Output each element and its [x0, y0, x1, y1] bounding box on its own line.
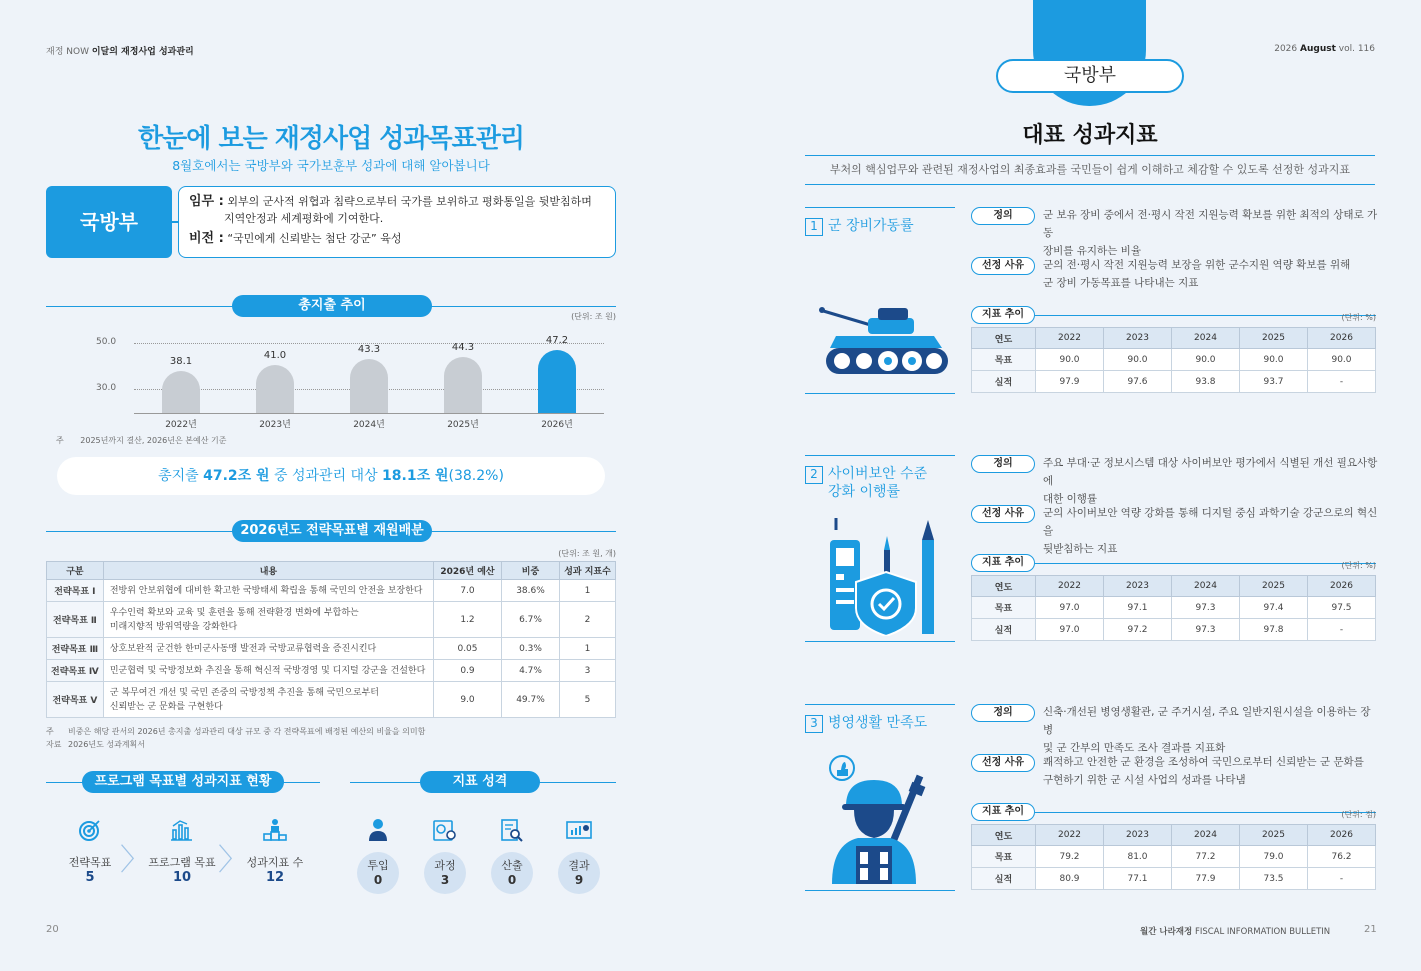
summary-mid: 중 성과관리 대상	[269, 468, 383, 484]
nature-section-title: 지표 성격	[420, 771, 540, 793]
target-value: 97.5	[1308, 597, 1376, 619]
table-row	[972, 349, 1376, 371]
reason-line2: 군 장비 가동목표를 나타내는 지표	[1043, 277, 1199, 289]
cyber-security-icon	[828, 516, 938, 640]
header-month: August	[1300, 44, 1336, 54]
bar-value-label: 44.3	[451, 342, 475, 354]
actual-value: -	[1308, 371, 1376, 393]
target-value: 81.0	[1104, 846, 1172, 868]
right-ministry-badge: 국방부	[996, 59, 1184, 93]
ytick-30: 30.0	[96, 383, 117, 393]
bar-2	[350, 359, 388, 413]
definition-text	[1043, 454, 1378, 508]
x-tick-label: 2024년	[353, 420, 385, 430]
content-line2: 신뢰받는 군 문화를 구현한다	[109, 701, 223, 712]
trend-tag: 지표 추이	[971, 554, 1035, 572]
table-header-row	[972, 328, 1376, 349]
th-year: 2025	[1240, 328, 1308, 349]
x-axis	[134, 413, 604, 414]
actual-value: -	[1308, 619, 1376, 641]
row-content	[103, 682, 433, 718]
th-year: 2024	[1172, 328, 1240, 349]
footer-bulletin: FISCAL INFORMATION BULLETIN	[1194, 927, 1331, 937]
summary-target: 18.1조 원	[382, 468, 449, 484]
actual-value: 97.2	[1104, 619, 1172, 641]
process-icon	[432, 818, 458, 842]
indicator-rule-top	[805, 207, 955, 208]
th-year: 2022	[1036, 825, 1104, 846]
program-item-indicators	[242, 818, 308, 885]
podium-icon	[262, 818, 288, 842]
row-count: 5	[560, 682, 616, 718]
th-year: 2026	[1308, 825, 1376, 846]
subtitle: 8월호에서는 국방부와 국가보훈부 성과에 대해 알아봅니다	[172, 158, 490, 173]
row-count: 2	[560, 602, 616, 638]
th-year-label: 연도	[972, 825, 1036, 846]
target-value: 79.0	[1240, 846, 1308, 868]
th-year: 2026	[1308, 576, 1376, 597]
table-header-row	[972, 825, 1376, 846]
x-tick-label: 2025년	[447, 420, 479, 430]
th-year: 2025	[1240, 576, 1308, 597]
reason-tag: 선정 사유	[971, 505, 1035, 523]
program-item-strategic	[60, 818, 120, 885]
target-label: 목표	[972, 349, 1036, 371]
tank-icon	[816, 296, 950, 384]
trend-unit: (단위: 점)	[1341, 810, 1376, 819]
item-label: 과정	[434, 859, 456, 872]
reason-text	[1043, 256, 1378, 292]
mission-vision-box	[178, 186, 616, 258]
right-title: 대표 성과지표	[1022, 123, 1158, 148]
item-value: 3	[440, 873, 450, 887]
definition-line2: 장비를 유지하는 비율	[1043, 245, 1141, 257]
nature-item-output	[491, 818, 533, 894]
note-text: 2025년까지 결산, 2026년은 본예산 기준	[80, 436, 227, 445]
header-year: 2026	[1274, 44, 1298, 54]
row-content	[103, 602, 433, 638]
spending-chart	[46, 320, 616, 434]
bar-0	[162, 371, 200, 413]
row-budget: 1.2	[434, 602, 502, 638]
target-value: 76.2	[1308, 846, 1376, 868]
trend-unit: (단위: %)	[1341, 561, 1376, 570]
reason-line1: 쾌적하고 안전한 군 환경을 조성하여 국민으로부터 신뢰받는 군 문화를	[1043, 756, 1364, 768]
row-share: 0.3%	[502, 638, 560, 660]
definition-text	[1043, 206, 1378, 260]
th-budget: 2026년 예산	[434, 562, 502, 580]
item-value: 12	[265, 870, 285, 885]
vision-label: 비전 :	[189, 231, 224, 246]
table-row	[47, 602, 616, 638]
target-value: 79.2	[1036, 846, 1104, 868]
definition-line1: 주요 부대·군 정보시스템 대상 사이버보안 평가에서 식별된 개선 필요사항에	[1043, 457, 1378, 487]
indicator-title-line2: 강화 이행률	[828, 484, 901, 500]
soldier-icon	[828, 754, 928, 888]
item-value: 10	[172, 870, 192, 885]
row-content	[103, 638, 433, 660]
footer-brand	[1140, 925, 1330, 937]
target-label: 목표	[972, 846, 1036, 868]
row-label: 전략목표 Ⅲ	[47, 638, 104, 660]
summary-pct: (38.2%)	[448, 468, 504, 484]
nature-item-process	[424, 818, 466, 894]
actual-value: 77.9	[1172, 868, 1240, 890]
th-count: 성과 지표수	[560, 562, 616, 580]
bar-3	[444, 357, 482, 413]
actual-label: 실적	[972, 619, 1036, 641]
x-tick-label: 2023년	[259, 420, 291, 430]
indicator-title-line1: 군 장비가동률	[828, 218, 914, 234]
mission	[189, 193, 605, 210]
program-section-title: 프로그램 목표별 성과지표 현황	[82, 771, 284, 793]
row-budget: 0.05	[434, 638, 502, 660]
th-year: 2024	[1172, 825, 1240, 846]
bar-value-label: 47.2	[545, 335, 569, 347]
table-row	[47, 580, 616, 602]
indicator-number: 1	[805, 218, 823, 236]
strategic-section-title: 2026년도 전략목표별 재원배분	[232, 520, 432, 542]
left-running-header	[46, 44, 194, 57]
vision	[189, 230, 605, 247]
row-label: 전략목표 Ⅱ	[47, 602, 104, 638]
trend-table	[971, 824, 1376, 890]
target-value: 77.2	[1172, 846, 1240, 868]
actual-label: 실적	[972, 371, 1036, 393]
definition-tag: 정의	[971, 455, 1035, 473]
table-row	[47, 682, 616, 718]
bar-4	[538, 350, 576, 413]
ministry-badge: 국방부	[46, 186, 172, 258]
actual-value: 97.0	[1036, 619, 1104, 641]
row-label: 전략목표 Ⅳ	[47, 660, 104, 682]
item-label: 투입	[367, 859, 389, 872]
note1-label: 주	[46, 727, 54, 736]
item-label: 프로그램 목표	[148, 856, 216, 869]
nature-item-input	[357, 818, 399, 894]
actual-value: 97.3	[1172, 619, 1240, 641]
indicator-title	[805, 466, 955, 501]
strategic-notes	[46, 725, 425, 751]
note1-text: 비중은 해당 관서의 2026년 총지출 성과관리 대상 규모 중 각 전략목표에 배정된 예산의 비율을 의미함	[68, 727, 426, 736]
mission-line2: 지역안정과 세계평화에 기여한다.	[224, 212, 384, 225]
content-line1: 우수인력 확보와 교육 및 훈련을 통해 전략환경 변화에 부합하는	[109, 607, 359, 618]
trend-unit: (단위: %)	[1341, 313, 1376, 322]
actual-value: 97.6	[1104, 371, 1172, 393]
row-budget: 7.0	[434, 580, 502, 602]
target-value: 97.1	[1104, 597, 1172, 619]
content-line1: 전방위 안보위협에 대비한 확고한 국방태세 확립을 통해 국민의 안전을 보장한다	[109, 585, 423, 596]
nature-circle	[357, 852, 399, 894]
target-value: 90.0	[1240, 349, 1308, 371]
note2-text: 2026년도 성과계획서	[68, 740, 145, 749]
table-row	[972, 619, 1376, 641]
row-label: 전략목표 Ⅴ	[47, 682, 104, 718]
mission-label: 임무 :	[189, 194, 224, 209]
mission-line1: 외부의 군사적 위협과 침략으로부터 국가를 보위하고 평화통일을 뒷받침하며	[227, 195, 592, 208]
chevron-right-icon: 〉	[120, 843, 150, 878]
th-year: 2023	[1104, 576, 1172, 597]
row-count: 1	[560, 580, 616, 602]
bar-value-label: 41.0	[263, 349, 287, 361]
row-budget: 9.0	[434, 682, 502, 718]
indicator-rule-top	[805, 704, 955, 705]
reason-text	[1043, 753, 1378, 789]
row-count: 3	[560, 660, 616, 682]
summary-pre: 총지출	[158, 468, 204, 484]
spending-summary	[57, 457, 605, 495]
table-row	[972, 846, 1376, 868]
th-content: 내용	[103, 562, 433, 580]
table-row	[972, 868, 1376, 890]
definition-tag: 정의	[971, 704, 1035, 722]
th-year-label: 연도	[972, 576, 1036, 597]
x-labels	[134, 417, 604, 431]
indicator-rule-bottom	[805, 393, 955, 394]
plot-area	[134, 335, 604, 413]
actual-value: 93.7	[1240, 371, 1308, 393]
th-year: 2022	[1036, 576, 1104, 597]
ytick-50: 50.0	[96, 337, 117, 347]
item-label: 결과	[568, 859, 590, 872]
right-description: 부처의 핵심업무와 관련된 재정사업의 최종효과를 국민들이 쉽게 이해하고 체감할 수 있도록 선정한 성과지표	[805, 155, 1375, 185]
th-category: 구분	[47, 562, 104, 580]
actual-value: 93.8	[1172, 371, 1240, 393]
th-year: 2022	[1036, 328, 1104, 349]
target-value: 97.4	[1240, 597, 1308, 619]
indicator-title-line1: 병영생활 만족도	[828, 715, 928, 731]
bar-chart-icon	[170, 818, 194, 842]
indicator-number: 3	[805, 715, 823, 733]
nature-circle	[558, 852, 600, 894]
nature-circle	[424, 852, 466, 894]
strategic-unit: (단위: 조 원, 개)	[558, 549, 616, 558]
reason-text	[1043, 504, 1378, 558]
page-number-right: 21	[1364, 924, 1377, 935]
target-value: 90.0	[1036, 349, 1104, 371]
x-tick-label: 2022년	[165, 420, 197, 430]
spending-section-title: 총지출 추이	[232, 295, 432, 317]
note2-label: 자료	[46, 740, 62, 749]
row-share: 6.7%	[502, 602, 560, 638]
spending-note	[56, 435, 226, 446]
reason-line2: 뒷받침하는 지표	[1043, 543, 1118, 555]
th-year: 2023	[1104, 825, 1172, 846]
target-label: 목표	[972, 597, 1036, 619]
th-year: 2024	[1172, 576, 1240, 597]
trend-table	[971, 327, 1376, 393]
th-year: 2026	[1308, 328, 1376, 349]
th-share: 비중	[502, 562, 560, 580]
row-share: 49.7%	[502, 682, 560, 718]
actual-label: 실적	[972, 868, 1036, 890]
definition-tag: 정의	[971, 207, 1035, 225]
row-share: 38.6%	[502, 580, 560, 602]
definition-text	[1043, 703, 1378, 757]
row-content	[103, 660, 433, 682]
header-section: 재정 NOW	[46, 47, 89, 57]
vision-text: “국민에게 신뢰받는 첨단 강군” 육성	[227, 232, 402, 245]
document-search-icon	[499, 818, 525, 842]
content-line1: 민군협력 및 국방정보화 추진을 통해 혁신적 국방경영 및 디지털 강군을 건설한다	[109, 665, 426, 676]
summary-total: 47.2조 원	[203, 468, 270, 484]
table-row	[47, 638, 616, 660]
nature-item-result	[558, 818, 600, 894]
actual-value: 73.5	[1240, 868, 1308, 890]
actual-value: 97.8	[1240, 619, 1308, 641]
chevron-right-icon: 〉	[218, 843, 248, 878]
definition-line2: 대한 이행률	[1043, 493, 1098, 505]
x-tick-label: 2026년	[541, 420, 573, 430]
actual-value: 97.9	[1036, 371, 1104, 393]
trend-tag: 지표 추이	[971, 803, 1035, 821]
target-value: 97.3	[1172, 597, 1240, 619]
row-content	[103, 580, 433, 602]
header-vol: vol. 116	[1338, 44, 1375, 54]
table-header-row	[47, 562, 616, 580]
content-line2: 미래지향적 방위역량을 강화한다	[109, 621, 238, 632]
table-row	[47, 660, 616, 682]
trend-tag: 지표 추이	[971, 306, 1035, 324]
indicator-rule-bottom	[805, 641, 955, 642]
indicator-number: 2	[805, 466, 823, 484]
indicator-title	[805, 218, 955, 236]
nature-circle	[491, 852, 533, 894]
trend-table	[971, 575, 1376, 641]
item-label: 성과지표 수	[246, 856, 304, 869]
reason-tag: 선정 사유	[971, 754, 1035, 772]
reason-line1: 군의 사이버보안 역량 강화를 통해 디지털 중심 과학기술 강군으로의 혁신을	[1043, 507, 1378, 537]
definition-line1: 군 보유 장비 중에서 전·평시 작전 지원능력 확보를 위한 최적의 상태로 가동	[1043, 209, 1378, 239]
report-chart-icon	[565, 818, 593, 842]
reason-tag: 선정 사유	[971, 257, 1035, 275]
definition-line2: 및 군 간부의 만족도 조사 결과를 지표화	[1043, 742, 1226, 754]
content-line1: 상호보완적 굳건한 한미군사동맹 발전과 국방교류협력을 증진시킨다	[109, 643, 377, 654]
item-label: 전략목표	[68, 856, 112, 869]
indicator-title-line1: 사이버보안 수준	[828, 466, 928, 482]
target-value: 90.0	[1104, 349, 1172, 371]
actual-value: 77.1	[1104, 868, 1172, 890]
footer-brand-name: 월간 나라재정	[1140, 927, 1193, 937]
target-value: 90.0	[1308, 349, 1376, 371]
th-year: 2023	[1104, 328, 1172, 349]
strategic-table	[46, 561, 616, 718]
table-row	[972, 597, 1376, 619]
item-value: 0	[373, 873, 383, 887]
bar-1	[256, 365, 294, 413]
row-share: 4.7%	[502, 660, 560, 682]
target-icon	[77, 818, 103, 842]
page-number-left: 20	[46, 924, 59, 935]
right-running-header	[1274, 44, 1375, 54]
indicator-rule-top	[805, 455, 955, 456]
item-value: 5	[85, 870, 95, 885]
content-line1: 군 복무여건 개선 및 국민 존중의 국방정책 추진을 통해 국민으로부터	[109, 687, 379, 698]
item-value: 0	[507, 873, 517, 887]
actual-value: 80.9	[1036, 868, 1104, 890]
bar-value-label: 43.3	[357, 344, 381, 356]
item-label: 산출	[501, 859, 523, 872]
table-row	[972, 371, 1376, 393]
reason-line1: 군의 전·평시 작전 지원능력 보장을 위한 군수지원 역량 확보를 위해	[1043, 259, 1351, 271]
person-icon	[367, 818, 389, 842]
target-value: 97.0	[1036, 597, 1104, 619]
note-label: 주	[56, 436, 64, 445]
header-topic: 이달의 재정사업 성과관리	[91, 47, 194, 57]
main-title: 한눈에 보는 재정사업 성과목표관리	[138, 124, 524, 154]
definition-line1: 신축·개선된 병영생활관, 군 주거시설, 주요 일반지원시설을 이용하는 장병	[1043, 706, 1371, 736]
th-year: 2025	[1240, 825, 1308, 846]
indicator-rule-bottom	[805, 890, 955, 891]
target-value: 90.0	[1172, 349, 1240, 371]
row-budget: 0.9	[434, 660, 502, 682]
item-value: 9	[574, 873, 584, 887]
table-header-row	[972, 576, 1376, 597]
reason-line2: 구현하기 위한 군 시설 사업의 성과를 나타냄	[1043, 774, 1246, 786]
bar-value-label: 38.1	[169, 356, 193, 368]
row-label: 전략목표 Ⅰ	[47, 580, 104, 602]
spending-unit: (단위: 조 원)	[571, 312, 616, 321]
indicator-title	[805, 715, 955, 733]
row-count: 1	[560, 638, 616, 660]
actual-value: -	[1308, 868, 1376, 890]
th-year-label: 연도	[972, 328, 1036, 349]
program-item-program	[148, 818, 216, 885]
